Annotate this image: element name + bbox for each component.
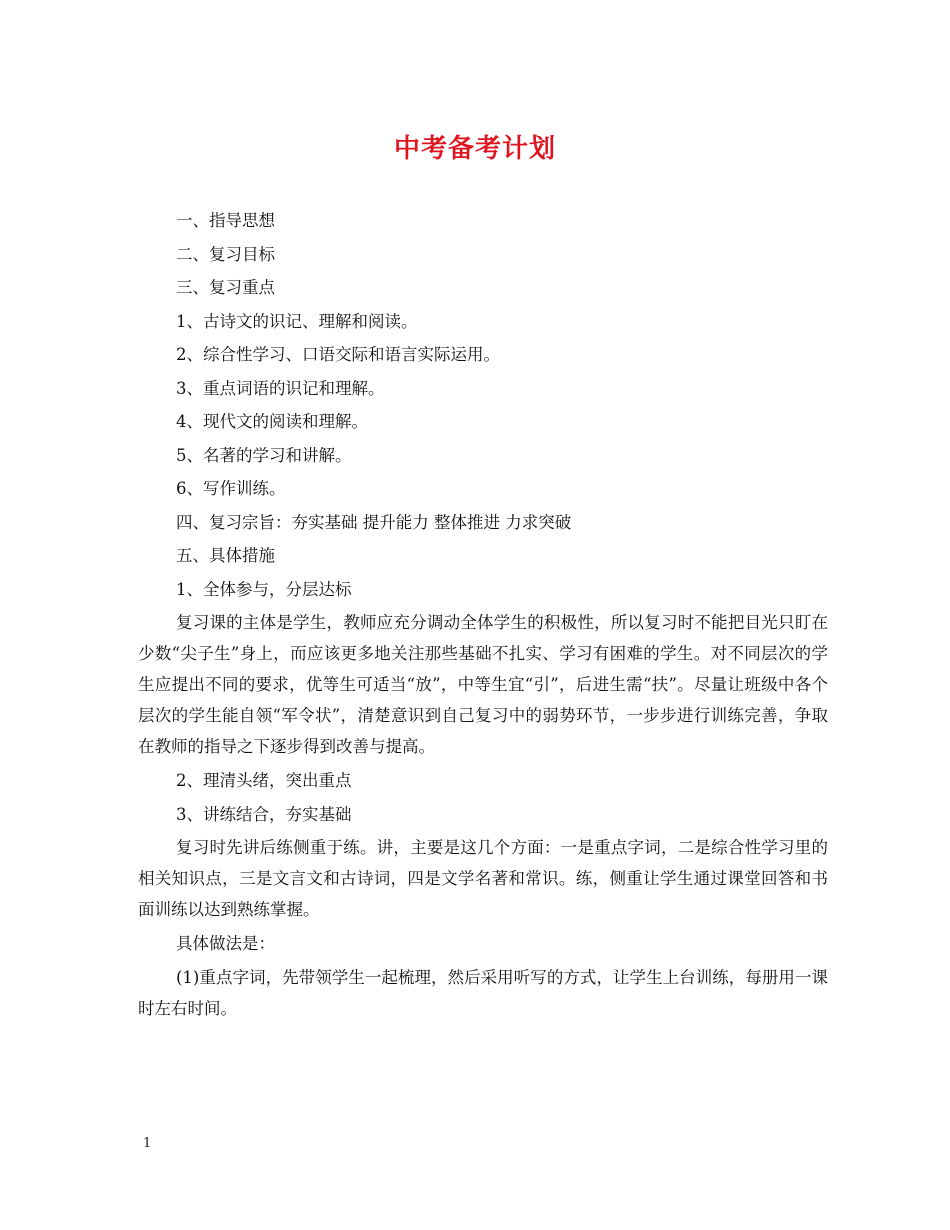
measure-2-title: 2、理清头绪，突出重点 [176,771,352,790]
focus-item: 6、写作训练。 [176,479,286,498]
heading-review-focus: 三、复习重点 [176,278,275,297]
method-item-1: (1)重点字词，先带领学生一起梳理，然后采用听写的方式，让学生上台训练，每册用一课时左右时间。 [138,967,828,1018]
measure-3-paragraph: 复习时先讲后练侧重于练。讲，主要是这几个方面：一是重点字词，二是综合性学习里的相关知识点，三是文言文和古诗词，四是文学名著和常识。练，侧重让学生通过课堂回答和书面训练以达到熟练掌握。 [138,838,828,919]
heading-review-principle: 四、复习宗旨：夯实基础 提升能力 整体推进 力求突破 [176,512,572,532]
heading-guiding-ideology: 一、指导思想 [176,211,275,230]
focus-item: 1、古诗文的识记、理解和阅读。 [176,311,418,331]
method-label: 具体做法是： [176,934,275,953]
focus-item: 3、重点词语的识记和理解。 [176,378,385,398]
measure-1-title: 1、全体参与，分层达标 [176,579,352,599]
measure-3-title: 3、讲练结合，夯实基础 [176,804,352,824]
measure-1-paragraph: 复习课的主体是学生，教师应充分调动全体学生的积极性，所以复习时不能把目光只盯在少数“尖子生”身上，而应该更多地关注那些基础不扎实、学习有困难的学生。对不同层次的学生应提出不同的要求，优等生可适当“放”，中等生宜“引”，后进生需“扶”。尽量让班级中各个层次的学生能自领“军令状”，清楚意识到自己复习中的弱势环节，一步步进行训练完善，争取在教师的指导之下逐步得到改善与提高。 [138,613,828,756]
focus-item: 5、名著的学习和讲解。 [176,445,352,465]
document-body [138,204,828,1026]
focus-item: 2、综合性学习、口语交际和语言实际运用。 [176,345,500,364]
heading-review-goals: 二、复习目标 [176,244,275,264]
focus-item: 4、现代文的阅读和理解。 [176,412,368,431]
page-title: 中考备考计划 [393,134,556,164]
heading-specific-measures: 五、具体措施 [176,546,275,565]
page-number: 1 [143,1136,152,1151]
